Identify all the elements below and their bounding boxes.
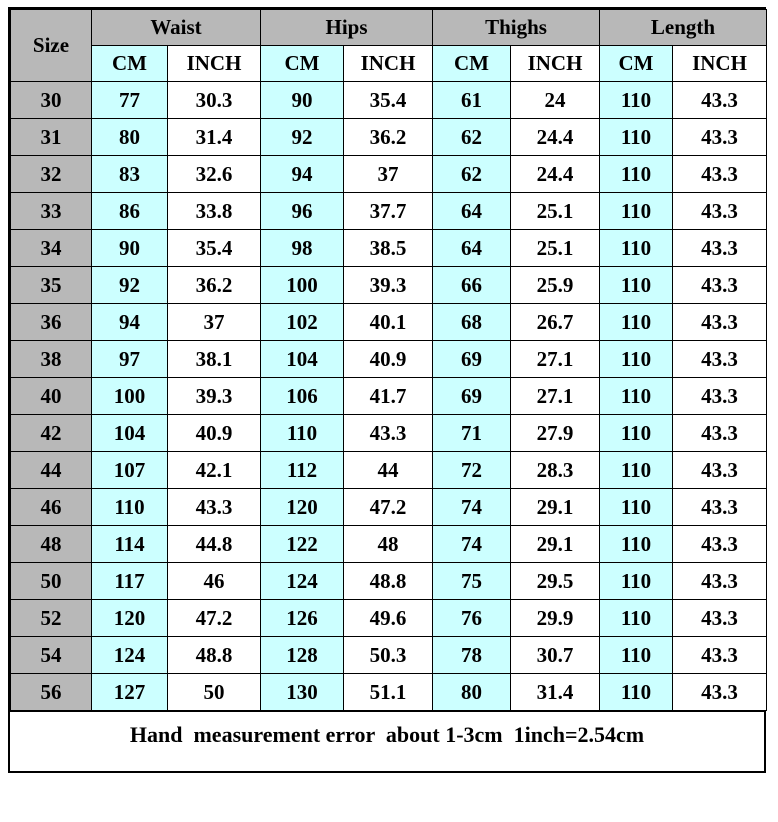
hips-inch-cell: 48 [344,526,433,563]
length-inch-cell: 43.3 [673,489,767,526]
length-cm-cell: 110 [600,452,673,489]
length-cm-cell: 110 [600,267,673,304]
hips-inch-cell: 44 [344,452,433,489]
table-row [11,119,767,156]
length-cm-cell: 110 [600,563,673,600]
table-row [11,526,767,563]
waist-cm-cell: 110 [92,489,168,526]
size-cell: 48 [11,526,92,563]
size-cell: 52 [11,600,92,637]
thighs-cm-cell: 76 [433,600,511,637]
waist-cm-cell: 124 [92,637,168,674]
length-inch-cell: 43.3 [673,563,767,600]
thighs-cm-cell: 66 [433,267,511,304]
thighs-cm-header: CM [433,46,511,82]
length-inch-cell: 43.3 [673,304,767,341]
hips-inch-cell: 41.7 [344,378,433,415]
length-cm-cell: 110 [600,378,673,415]
length-inch-cell: 43.3 [673,415,767,452]
thighs-cm-cell: 61 [433,82,511,119]
size-table [10,9,767,711]
hips-inch-cell: 36.2 [344,119,433,156]
length-cm-cell: 110 [600,637,673,674]
table-row [11,637,767,674]
thighs-cm-cell: 62 [433,156,511,193]
thighs-cm-cell: 72 [433,452,511,489]
thighs-inch-cell: 30.7 [511,637,600,674]
waist-inch-cell: 47.2 [168,600,261,637]
waist-inch-cell: 50 [168,674,261,711]
waist-cm-cell: 114 [92,526,168,563]
hips-inch-cell: 48.8 [344,563,433,600]
hips-cm-cell: 98 [261,230,344,267]
unit-header-row [11,46,767,82]
table-row [11,489,767,526]
hips-inch-cell: 51.1 [344,674,433,711]
size-cell: 38 [11,341,92,378]
hips-cm-cell: 104 [261,341,344,378]
length-cm-cell: 110 [600,230,673,267]
hips-inch-cell: 47.2 [344,489,433,526]
length-inch-cell: 43.3 [673,156,767,193]
length-cm-cell: 110 [600,119,673,156]
waist-inch-cell: 39.3 [168,378,261,415]
hips-cm-cell: 124 [261,563,344,600]
length-inch-cell: 43.3 [673,341,767,378]
size-chart [8,7,766,773]
size-column-header: Size [11,10,92,82]
thighs-inch-cell: 27.1 [511,341,600,378]
length-inch-cell: 43.3 [673,82,767,119]
length-inch-cell: 43.3 [673,230,767,267]
table-row [11,341,767,378]
hips-cm-cell: 102 [261,304,344,341]
waist-cm-header: CM [92,46,168,82]
thighs-inch-cell: 28.3 [511,452,600,489]
size-cell: 40 [11,378,92,415]
length-cm-cell: 110 [600,526,673,563]
hips-cm-cell: 110 [261,415,344,452]
size-cell: 46 [11,489,92,526]
hips-inch-cell: 37 [344,156,433,193]
length-inch-cell: 43.3 [673,119,767,156]
waist-inch-cell: 32.6 [168,156,261,193]
thighs-cm-cell: 62 [433,119,511,156]
length-inch-cell: 43.3 [673,193,767,230]
length-cm-cell: 110 [600,489,673,526]
length-cm-cell: 110 [600,304,673,341]
thighs-cm-cell: 69 [433,341,511,378]
size-cell: 50 [11,563,92,600]
thighs-cm-cell: 80 [433,674,511,711]
length-inch-header: INCH [673,46,767,82]
length-inch-cell: 43.3 [673,600,767,637]
hips-inch-header: INCH [344,46,433,82]
hips-header: Hips [261,10,433,46]
thighs-cm-cell: 68 [433,304,511,341]
waist-cm-cell: 90 [92,230,168,267]
waist-cm-cell: 104 [92,415,168,452]
size-cell: 42 [11,415,92,452]
hips-cm-cell: 112 [261,452,344,489]
length-inch-cell: 43.3 [673,526,767,563]
hips-inch-cell: 35.4 [344,82,433,119]
thighs-inch-cell: 29.1 [511,526,600,563]
thighs-cm-cell: 75 [433,563,511,600]
waist-cm-cell: 86 [92,193,168,230]
table-row [11,563,767,600]
waist-inch-cell: 40.9 [168,415,261,452]
length-cm-cell: 110 [600,341,673,378]
hips-cm-cell: 90 [261,82,344,119]
thighs-cm-cell: 71 [433,415,511,452]
hips-inch-cell: 40.9 [344,341,433,378]
hips-cm-cell: 128 [261,637,344,674]
thighs-inch-header: INCH [511,46,600,82]
hips-inch-cell: 38.5 [344,230,433,267]
waist-inch-cell: 31.4 [168,119,261,156]
waist-cm-cell: 80 [92,119,168,156]
length-header: Length [600,10,767,46]
size-cell: 33 [11,193,92,230]
length-cm-cell: 110 [600,415,673,452]
hips-cm-cell: 126 [261,600,344,637]
length-cm-cell: 110 [600,156,673,193]
table-body [11,82,767,711]
table-header [11,10,767,82]
length-inch-cell: 43.3 [673,267,767,304]
thighs-cm-cell: 69 [433,378,511,415]
table-row [11,415,767,452]
thighs-inch-cell: 29.1 [511,489,600,526]
hips-inch-cell: 37.7 [344,193,433,230]
waist-inch-cell: 35.4 [168,230,261,267]
table-row [11,193,767,230]
waist-header: Waist [92,10,261,46]
thighs-inch-cell: 25.1 [511,193,600,230]
thighs-cm-cell: 74 [433,489,511,526]
size-cell: 54 [11,637,92,674]
size-cell: 32 [11,156,92,193]
thighs-cm-cell: 64 [433,230,511,267]
waist-cm-cell: 107 [92,452,168,489]
waist-cm-cell: 117 [92,563,168,600]
hips-inch-cell: 39.3 [344,267,433,304]
size-cell: 36 [11,304,92,341]
waist-cm-cell: 92 [92,267,168,304]
hips-cm-cell: 92 [261,119,344,156]
waist-cm-cell: 77 [92,82,168,119]
length-inch-cell: 43.3 [673,674,767,711]
size-cell: 31 [11,119,92,156]
waist-cm-cell: 120 [92,600,168,637]
length-inch-cell: 43.3 [673,637,767,674]
measurement-footnote: Hand measurement error about 1-3cm 1inch=2.54cm [10,711,764,773]
length-inch-cell: 43.3 [673,378,767,415]
hips-inch-cell: 49.6 [344,600,433,637]
waist-inch-cell: 36.2 [168,267,261,304]
length-cm-cell: 110 [600,674,673,711]
table-row [11,304,767,341]
thighs-inch-cell: 26.7 [511,304,600,341]
hips-cm-cell: 94 [261,156,344,193]
hips-cm-cell: 130 [261,674,344,711]
waist-cm-cell: 83 [92,156,168,193]
waist-cm-cell: 94 [92,304,168,341]
table-row [11,82,767,119]
waist-inch-cell: 44.8 [168,526,261,563]
hips-cm-header: CM [261,46,344,82]
hips-cm-cell: 120 [261,489,344,526]
waist-inch-header: INCH [168,46,261,82]
waist-inch-cell: 46 [168,563,261,600]
table-row [11,452,767,489]
table-row [11,378,767,415]
hips-cm-cell: 122 [261,526,344,563]
thighs-cm-cell: 64 [433,193,511,230]
waist-cm-cell: 100 [92,378,168,415]
thighs-inch-cell: 31.4 [511,674,600,711]
hips-inch-cell: 43.3 [344,415,433,452]
thighs-inch-cell: 25.9 [511,267,600,304]
length-cm-cell: 110 [600,193,673,230]
waist-inch-cell: 43.3 [168,489,261,526]
size-cell: 44 [11,452,92,489]
thighs-inch-cell: 27.9 [511,415,600,452]
thighs-inch-cell: 29.9 [511,600,600,637]
waist-inch-cell: 30.3 [168,82,261,119]
waist-inch-cell: 33.8 [168,193,261,230]
length-cm-header: CM [600,46,673,82]
thighs-inch-cell: 24.4 [511,156,600,193]
thighs-inch-cell: 27.1 [511,378,600,415]
hips-cm-cell: 100 [261,267,344,304]
table-row [11,600,767,637]
length-cm-cell: 110 [600,600,673,637]
thighs-inch-cell: 24.4 [511,119,600,156]
hips-cm-cell: 96 [261,193,344,230]
hips-inch-cell: 50.3 [344,637,433,674]
size-cell: 56 [11,674,92,711]
thighs-header: Thighs [433,10,600,46]
thighs-cm-cell: 78 [433,637,511,674]
length-cm-cell: 110 [600,82,673,119]
waist-inch-cell: 37 [168,304,261,341]
size-cell: 30 [11,82,92,119]
table-row [11,230,767,267]
waist-inch-cell: 38.1 [168,341,261,378]
thighs-inch-cell: 29.5 [511,563,600,600]
size-cell: 35 [11,267,92,304]
waist-inch-cell: 42.1 [168,452,261,489]
table-row [11,674,767,711]
waist-inch-cell: 48.8 [168,637,261,674]
thighs-cm-cell: 74 [433,526,511,563]
table-row [11,156,767,193]
table-row [11,267,767,304]
thighs-inch-cell: 25.1 [511,230,600,267]
waist-cm-cell: 97 [92,341,168,378]
hips-inch-cell: 40.1 [344,304,433,341]
waist-cm-cell: 127 [92,674,168,711]
hips-cm-cell: 106 [261,378,344,415]
length-inch-cell: 43.3 [673,452,767,489]
group-header-row [11,10,767,46]
size-cell: 34 [11,230,92,267]
thighs-inch-cell: 24 [511,82,600,119]
